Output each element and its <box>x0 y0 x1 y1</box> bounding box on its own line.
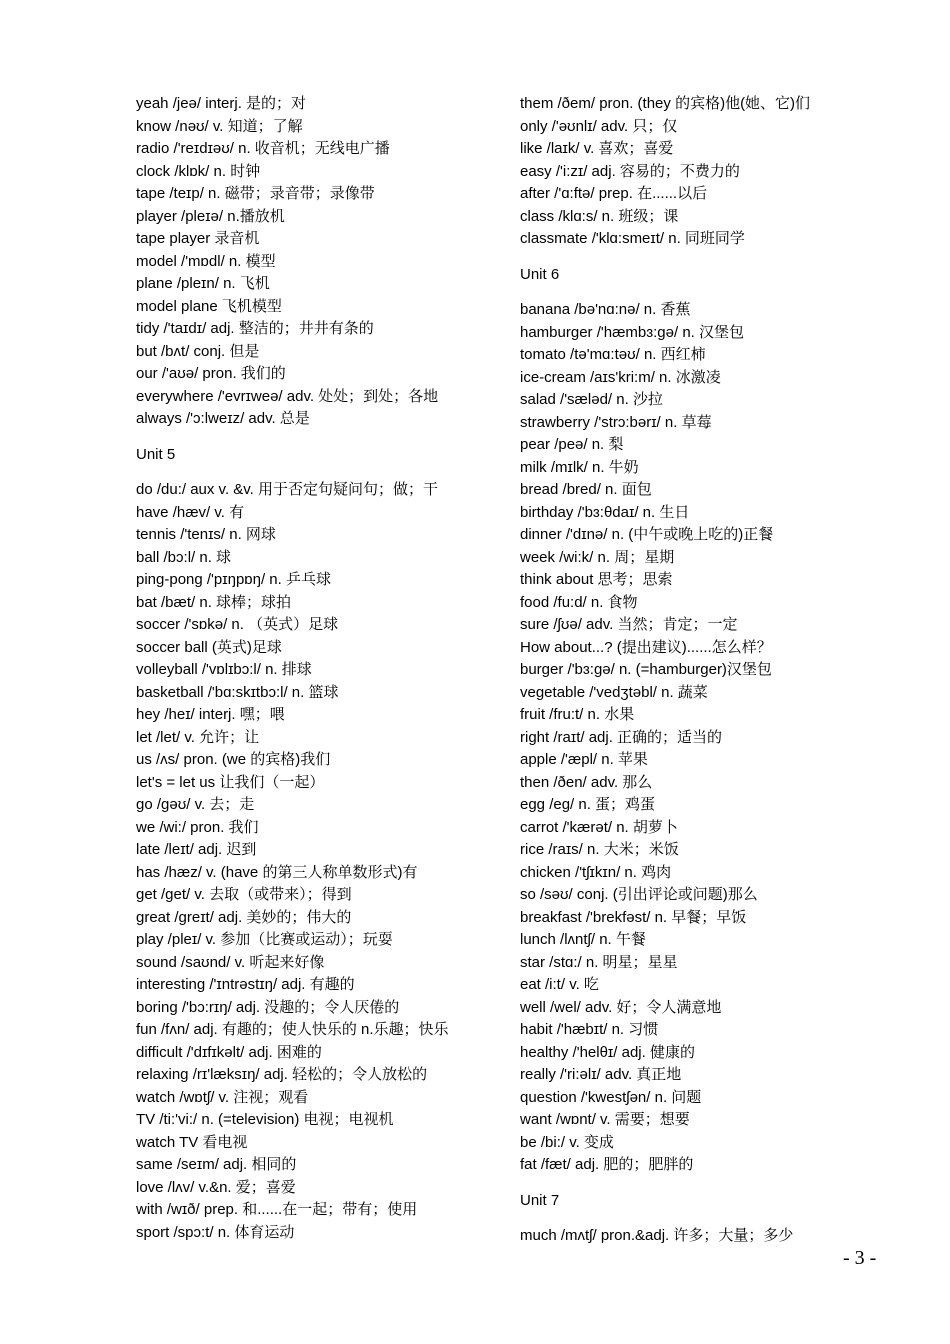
vocab-entry: then /ðen/ adv. 那么 <box>520 773 653 791</box>
unit-7-heading: Unit 7 <box>520 1191 560 1209</box>
vocab-entry: burger /'bɜ:gə/ n. (=hamburger)汉堡包 <box>520 661 772 678</box>
vocab-entry: much /mʌtʃ/ pron.&adj. 许多；大量；多少 <box>520 1227 794 1244</box>
vocab-entry: right /raɪt/ adj. 正确的；适当的 <box>520 728 723 746</box>
vocab-list-unit6 <box>520 299 930 1177</box>
vocab-entry: TV /ti:'vi:/ n. (=television) 电视；电视机 <box>136 1111 394 1128</box>
vocab-entry: us /ʌs/ pron. (we 的宾格)我们 <box>136 751 331 768</box>
vocab-entry: How about...? (提出建议)......怎么样？ <box>520 638 772 656</box>
vocab-entry: bread /bred/ n. 面包 <box>520 481 652 498</box>
vocab-entry: lunch /lʌntʃ/ n. 午餐 <box>520 931 646 948</box>
vocab-entry: question /'kwestʃən/ n. 问题 <box>520 1088 702 1106</box>
vocab-entry: like /laɪk/ v. 喜欢；喜爱 <box>520 140 674 157</box>
vocab-entry: yeah /jeə/ interj. 是的；对 <box>136 95 307 112</box>
vocab-entry: tennis /'tenɪs/ n. 网球 <box>136 526 276 543</box>
vocab-entry: strawberry /'strɔ:bərɪ/ n. 草莓 <box>520 413 712 431</box>
vocab-entry: fat /fæt/ adj. 肥的；肥胖的 <box>520 1156 694 1173</box>
vocab-entry: get /get/ v. 去取（或带来）；得到 <box>136 886 352 903</box>
vocab-entry: after /'ɑ:ftə/ prep. 在......以后 <box>520 185 708 202</box>
vocab-entry: have /hæv/ v. 有 <box>136 503 245 521</box>
vocab-entry: rice /raɪs/ n. 大米；米饭 <box>520 841 679 858</box>
vocab-entry: know /nəʊ/ v. 知道；了解 <box>136 117 303 135</box>
vocab-entry: well /wel/ adv. 好；令人满意地 <box>520 998 722 1016</box>
vocab-list-unit5 <box>136 479 496 1244</box>
vocab-entry: breakfast /'brekfəst/ n. 早餐；早饭 <box>520 908 747 926</box>
vocab-entry: plane /pleɪn/ n. 飞机 <box>136 275 270 292</box>
vocab-entry: soccer ball (英式)足球 <box>136 638 282 656</box>
vocab-entry: always /'ɔ:lweɪz/ adv. 总是 <box>136 410 310 427</box>
vocab-entry: love /lʌv/ v.&n. 爱；喜爱 <box>136 1178 296 1196</box>
vocab-entry: let /let/ v. 允许；让 <box>136 728 260 746</box>
vocab-entry: watch /wɒtʃ/ v. 注视；观看 <box>136 1088 309 1106</box>
vocab-entry: vegetable /'vedʒtəbl/ n. 蔬菜 <box>520 683 708 701</box>
vocab-entry: clock /klɒk/ n. 时钟 <box>136 162 261 180</box>
vocab-entry: think about 思考；思索 <box>520 571 673 588</box>
vocab-entry: do /du:/ aux v. &v. 用于否定句疑问句；做；干 <box>136 481 439 498</box>
vocab-entry: great /greɪt/ adj. 美妙的；伟大的 <box>136 908 352 926</box>
vocab-entry: birthday /'bɜ:θdaɪ/ n. 生日 <box>520 503 690 521</box>
vocab-entry: hamburger /'hæmbɜ:gə/ n. 汉堡包 <box>520 323 744 341</box>
vocab-entry: volleyball /'vɒlɪbɔ:l/ n. 排球 <box>136 661 312 678</box>
vocab-entry: eat /i:t/ v. 吃 <box>520 976 599 993</box>
vocab-entry: healthy /'helθɪ/ adj. 健康的 <box>520 1043 695 1061</box>
vocab-entry: dinner /'dɪnə/ n. (中午或晚上吃的)正餐 <box>520 526 774 543</box>
vocab-entry: model /'mɒdl/ n. 模型 <box>136 252 276 270</box>
vocab-entry: tomato /tə'mɑ:təʊ/ n. 西红柿 <box>520 346 706 363</box>
vocab-entry: boring /'bɔ:rɪŋ/ adj. 没趣的；令人厌倦的 <box>136 998 400 1016</box>
vocab-entry: bat /bæt/ n. 球棒；球拍 <box>136 593 292 611</box>
vocab-entry: salad /'sæləd/ n. 沙拉 <box>520 391 663 408</box>
vocab-entry: week /wi:k/ n. 周；星期 <box>520 548 675 566</box>
vocab-entry: banana /bə'nɑ:nə/ n. 香蕉 <box>520 301 691 318</box>
vocab-list-unit4-end <box>136 93 496 431</box>
vocab-entry: fun /fʌn/ adj. 有趣的；使人快乐的 n.乐趣；快乐 <box>136 1021 449 1038</box>
vocab-entry: player /pleɪə/ n.播放机 <box>136 207 285 225</box>
vocab-entry: everywhere /'evrɪweə/ adv. 处处；到处；各地 <box>136 387 439 405</box>
vocab-entry: so /səʊ/ conj. (引出评论或问题)那么 <box>520 886 758 903</box>
vocab-entry: ping-pong /'pɪŋpɒŋ/ n. 乒乓球 <box>136 571 331 588</box>
vocab-entry: really /'ri:əlɪ/ adv. 真正地 <box>520 1066 682 1083</box>
vocab-entry: be /bi:/ v. 变成 <box>520 1133 614 1151</box>
vocab-entry: ice-cream /aɪs'kri:m/ n. 冰激凌 <box>520 368 721 386</box>
vocab-entry: habit /'hæbɪt/ n. 习惯 <box>520 1021 659 1038</box>
vocab-list-unit7 <box>520 1225 930 1248</box>
vocab-entry: sure /ʃʊə/ adv. 当然；肯定；一定 <box>520 616 738 633</box>
vocab-entry: our /'aʊə/ pron. 我们的 <box>136 365 286 382</box>
vocab-entry: sport /spɔ:t/ n. 体育运动 <box>136 1223 295 1241</box>
vocab-entry: classmate /'klɑ:smeɪt/ n. 同班同学 <box>520 230 745 247</box>
vocab-entry: apple /'æpl/ n. 苹果 <box>520 751 648 768</box>
vocab-entry: sound /saʊnd/ v. 听起来好像 <box>136 953 325 971</box>
vocab-entry: radio /'reɪdɪəʊ/ n. 收音机；无线电广播 <box>136 140 390 157</box>
vocab-entry: basketball /'bɑ:skɪtbɔ:l/ n. 篮球 <box>136 683 339 701</box>
vocab-entry: fruit /fru:t/ n. 水果 <box>520 706 635 723</box>
vocab-entry: same /seɪm/ adj. 相同的 <box>136 1156 297 1173</box>
vocab-entry: chicken /'tʃɪkɪn/ n. 鸡肉 <box>520 863 672 881</box>
left-column <box>136 93 496 1244</box>
vocab-entry: egg /eg/ n. 蛋；鸡蛋 <box>520 796 656 813</box>
vocab-entry: star /stɑ:/ n. 明星；星星 <box>520 953 678 971</box>
vocab-entry: carrot /'kærət/ n. 胡萝卜 <box>520 818 678 836</box>
vocab-entry: we /wi:/ pron. 我们 <box>136 818 259 836</box>
vocab-entry: but /bʌt/ conj. 但是 <box>136 342 260 360</box>
page-number: - 3 - <box>843 1247 877 1269</box>
vocab-entry: soccer /'sɒkə/ n. （英式）足球 <box>136 616 339 633</box>
vocab-entry: with /wɪð/ prep. 和......在一起；带有；使用 <box>136 1201 418 1218</box>
vocab-entry: play /pleɪ/ v. 参加（比赛或运动）；玩耍 <box>136 931 393 948</box>
vocab-entry: model plane 飞机模型 <box>136 297 282 315</box>
vocab-entry: food /fu:d/ n. 食物 <box>520 593 638 611</box>
vocab-entry: pear /peə/ n. 梨 <box>520 436 624 453</box>
vocab-entry: hey /heɪ/ interj. 嘿；喂 <box>136 706 285 723</box>
right-column <box>520 93 930 1248</box>
vocab-entry: watch TV 看电视 <box>136 1133 248 1151</box>
vocab-entry: relaxing /rɪ'læksɪŋ/ adj. 轻松的；令人放松的 <box>136 1066 428 1083</box>
vocab-entry: let's = let us 让我们（一起） <box>136 773 325 791</box>
vocab-entry: class /klɑ:s/ n. 班级；课 <box>520 207 679 225</box>
vocab-list-unit5-end <box>520 93 930 251</box>
vocab-entry: difficult /'dɪfɪkəlt/ adj. 困难的 <box>136 1043 322 1061</box>
unit-5-heading: Unit 5 <box>136 445 176 463</box>
vocab-entry: want /wɒnt/ v. 需要；想要 <box>520 1111 690 1128</box>
vocab-entry: milk /mɪlk/ n. 牛奶 <box>520 458 639 476</box>
vocab-entry: them /ðem/ pron. (they 的宾格)他(她、它)们 <box>520 95 811 112</box>
vocab-entry: ball /bɔ:l/ n. 球 <box>136 548 232 566</box>
vocab-entry: only /'əʊnlɪ/ adv. 只；仅 <box>520 117 678 135</box>
unit-6-heading: Unit 6 <box>520 265 560 283</box>
vocab-entry: tape player 录音机 <box>136 230 260 247</box>
vocab-entry: interesting /'ɪntrəstɪŋ/ adj. 有趣的 <box>136 976 355 993</box>
vocab-entry: tape /teɪp/ n. 磁带；录音带；录像带 <box>136 185 375 202</box>
vocab-entry: tidy /'taɪdɪ/ adj. 整洁的；井井有条的 <box>136 320 374 337</box>
vocab-entry: has /hæz/ v. (have 的第三人称单数形式)有 <box>136 863 418 881</box>
vocab-entry: easy /'i:zɪ/ adj. 容易的；不费力的 <box>520 162 740 180</box>
vocab-entry: late /leɪt/ adj. 迟到 <box>136 841 257 858</box>
vocab-entry: go /gəʊ/ v. 去；走 <box>136 796 255 813</box>
